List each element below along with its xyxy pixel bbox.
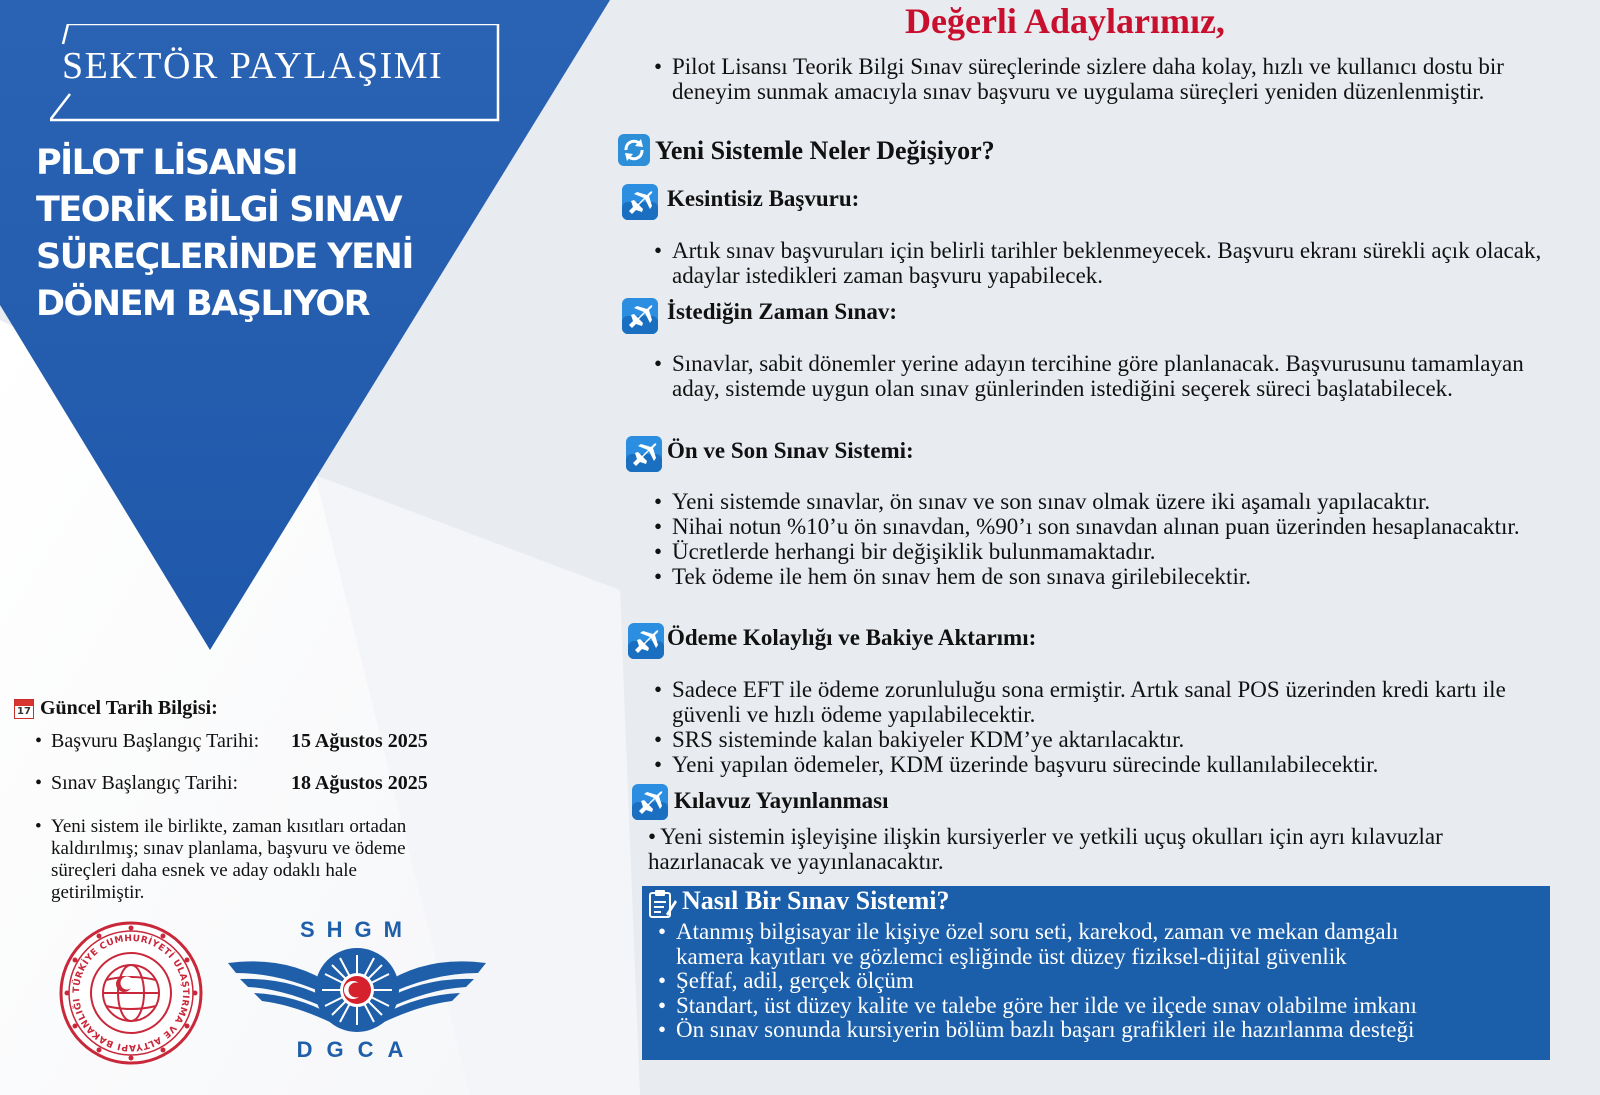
bullet-item: • Artık sınav başvuruları için belirli tarihler beklenmeyecek. Başvuru ekranı sürekli açık olacak, adaylar istedikleri zaman başvuru yapabilecek. bbox=[672, 238, 1562, 288]
intro-list bbox=[672, 54, 1562, 104]
changes-heading: Yeni Sistemle Neler Değişiyor? bbox=[655, 136, 995, 165]
application-start-date: 15 Ağustos 2025 bbox=[291, 730, 428, 752]
section-bullets bbox=[672, 677, 1562, 777]
main-title-line: DÖNEM BAŞLIYOR bbox=[36, 284, 370, 324]
exam-start-row bbox=[51, 772, 451, 798]
airplane-icon bbox=[632, 784, 668, 820]
greeting: Değerli Adaylarımız, bbox=[905, 1, 1225, 41]
bullet-item: • Şeffaf, adil, gerçek ölçüm bbox=[676, 969, 1417, 994]
airplane-icon bbox=[622, 298, 658, 334]
left-note-text: • Yeni sistem ile birlikte, zaman kısıtları ortadan kaldırılmış; sınav planlama, başvuru ve ödeme süreçleri daha esnek ve aday odaklı hale getirilmiştir. bbox=[51, 816, 406, 903]
date-info-heading bbox=[14, 697, 218, 720]
exam-system-bullets bbox=[676, 920, 1417, 1043]
section-bullets bbox=[672, 489, 1562, 589]
bullet-item: • Sınavlar, sabit dönemler yerine adayın tercihine göre planlanacak. Başvurusunu tamamlayan aday, sistemde uygun olan sınav günlerinden istediğini seçerek süreci başlatabilecek. bbox=[672, 351, 1562, 401]
svg-text:DGCA: DGCA bbox=[296, 1037, 418, 1062]
main-title-line: PİLOT LİSANSI bbox=[36, 143, 298, 183]
application-start-label: • Başvuru Başlangıç Tarihi: bbox=[51, 730, 259, 753]
main-title bbox=[36, 140, 476, 328]
bullet-item: • Yeni yapılan ödemeler, KDM üzerinde başvuru sürecinde kullanılabilecektir. bbox=[672, 752, 1562, 777]
svg-text:TÜRKİYE CUMHURİYETİ ULAŞTIRMA: TÜRKİYE CUMHURİYETİ ULAŞTIRMA VE ALTYAPI BAKANLIĞI bbox=[71, 933, 191, 1053]
bullet-item: • Sadece EFT ile ödeme zorunluluğu sona ermiştir. Artık sanal POS üzerinden kredi kartı ile güvenli ve hızlı ödeme yapılabilecektir. bbox=[672, 677, 1562, 727]
shgm-logo bbox=[228, 915, 486, 1065]
calendar-icon: 17 bbox=[14, 699, 34, 719]
main-title-line: SÜREÇLERİNDE YENİ bbox=[36, 237, 413, 277]
section-title: Kılavuz Yayınlanması bbox=[674, 788, 889, 813]
section-title: İstediğin Zaman Sınav: bbox=[667, 299, 898, 324]
clipboard-icon bbox=[646, 888, 678, 920]
airplane-icon bbox=[622, 184, 658, 220]
bullet-item: • Nihai notun %10’u ön sınavdan, %90’ı son sınavdan alınan puan üzerinden hesaplanacaktır. bbox=[672, 514, 1562, 539]
intro-text: • Pilot Lisansı Teorik Bilgi Sınav süreçlerinde sizlere daha kolay, hızlı ve kullanıcı dostu bir deneyim sunmak amacıyla sınav başvuru ve uygulama süreçleri yeniden düzenlenmiştir. bbox=[672, 54, 1562, 104]
exam-start-date: 18 Ağustos 2025 bbox=[291, 772, 428, 794]
section-bullets bbox=[672, 351, 1562, 401]
left-note bbox=[51, 816, 443, 904]
airplane-icon bbox=[628, 623, 664, 659]
section-bullets bbox=[672, 238, 1562, 288]
exam-start-label: • Sınav Başlangıç Tarihi: bbox=[51, 772, 238, 795]
airplane-icon bbox=[626, 436, 662, 472]
date-info-heading-text: Güncel Tarih Bilgisi: bbox=[40, 697, 218, 719]
bullet-item: Yeni sistemin işleyişine ilişkin kursiyerler ve yetkili uçuş okulları için ayrı kılavuzlar hazırlanacak ve yayınlanacaktır. bbox=[648, 824, 1443, 874]
refresh-icon bbox=[618, 134, 650, 166]
bullet-item: • Ön sınav sonunda kursiyerin bölüm bazlı başarı grafikleri ile hazırlanma desteği bbox=[676, 1018, 1417, 1043]
section-title: Ön ve Son Sınav Sistemi: bbox=[667, 438, 914, 463]
bullet-item: • Yeni sistemde sınavlar, ön sınav ve son sınav olmak üzere iki aşamalı yapılacaktır. bbox=[672, 489, 1562, 514]
section-bullets: • Yeni sistemin işleyişine ilişkin kursiyerler ve yetkili uçuş okulları için ayrı kılavuzlar hazırlanacak ve yayınlanacaktır. bbox=[648, 824, 1443, 874]
main-title-line: TEORİK BİLGİ SINAV bbox=[36, 190, 402, 230]
bullet-item: • Atanmış bilgisayar ile kişiye özel soru seti, karekod, zaman ve mekan damgalı bbox=[676, 920, 1417, 945]
bullet-item: • Ücretlerde herhangi bir değişiklik bulunmamaktadır. bbox=[672, 539, 1562, 564]
application-start-row bbox=[51, 730, 451, 756]
ministry-logo bbox=[58, 920, 204, 1066]
bullet-item: • SRS sisteminde kalan bakiyeler KDM’ye aktarılacaktır. bbox=[672, 727, 1562, 752]
exam-system-title: Nasıl Bir Sınav Sistemi? bbox=[682, 886, 950, 915]
bullet-item: • Standart, üst düzey kalite ve talebe göre her ilde ve ilçede sınav olabilme imkanı bbox=[676, 994, 1417, 1019]
bullet-item: • Tek ödeme ile hem ön sınav hem de son sınava girilebilecektir. bbox=[672, 564, 1562, 589]
bullet-item: kamera kayıtları ve gözlemci eşliğinde üst düzey fiziksel-dijital güvenlik bbox=[676, 943, 1347, 969]
exam-system-box bbox=[642, 886, 1550, 1060]
svg-text:SHGM: SHGM bbox=[300, 917, 414, 942]
section-title: Ödeme Kolaylığı ve Bakiye Aktarımı: bbox=[667, 625, 1037, 650]
sector-label: SEKTÖR PAYLAŞIMI bbox=[62, 45, 444, 87]
section-title: Kesintisiz Başvuru: bbox=[667, 186, 860, 211]
